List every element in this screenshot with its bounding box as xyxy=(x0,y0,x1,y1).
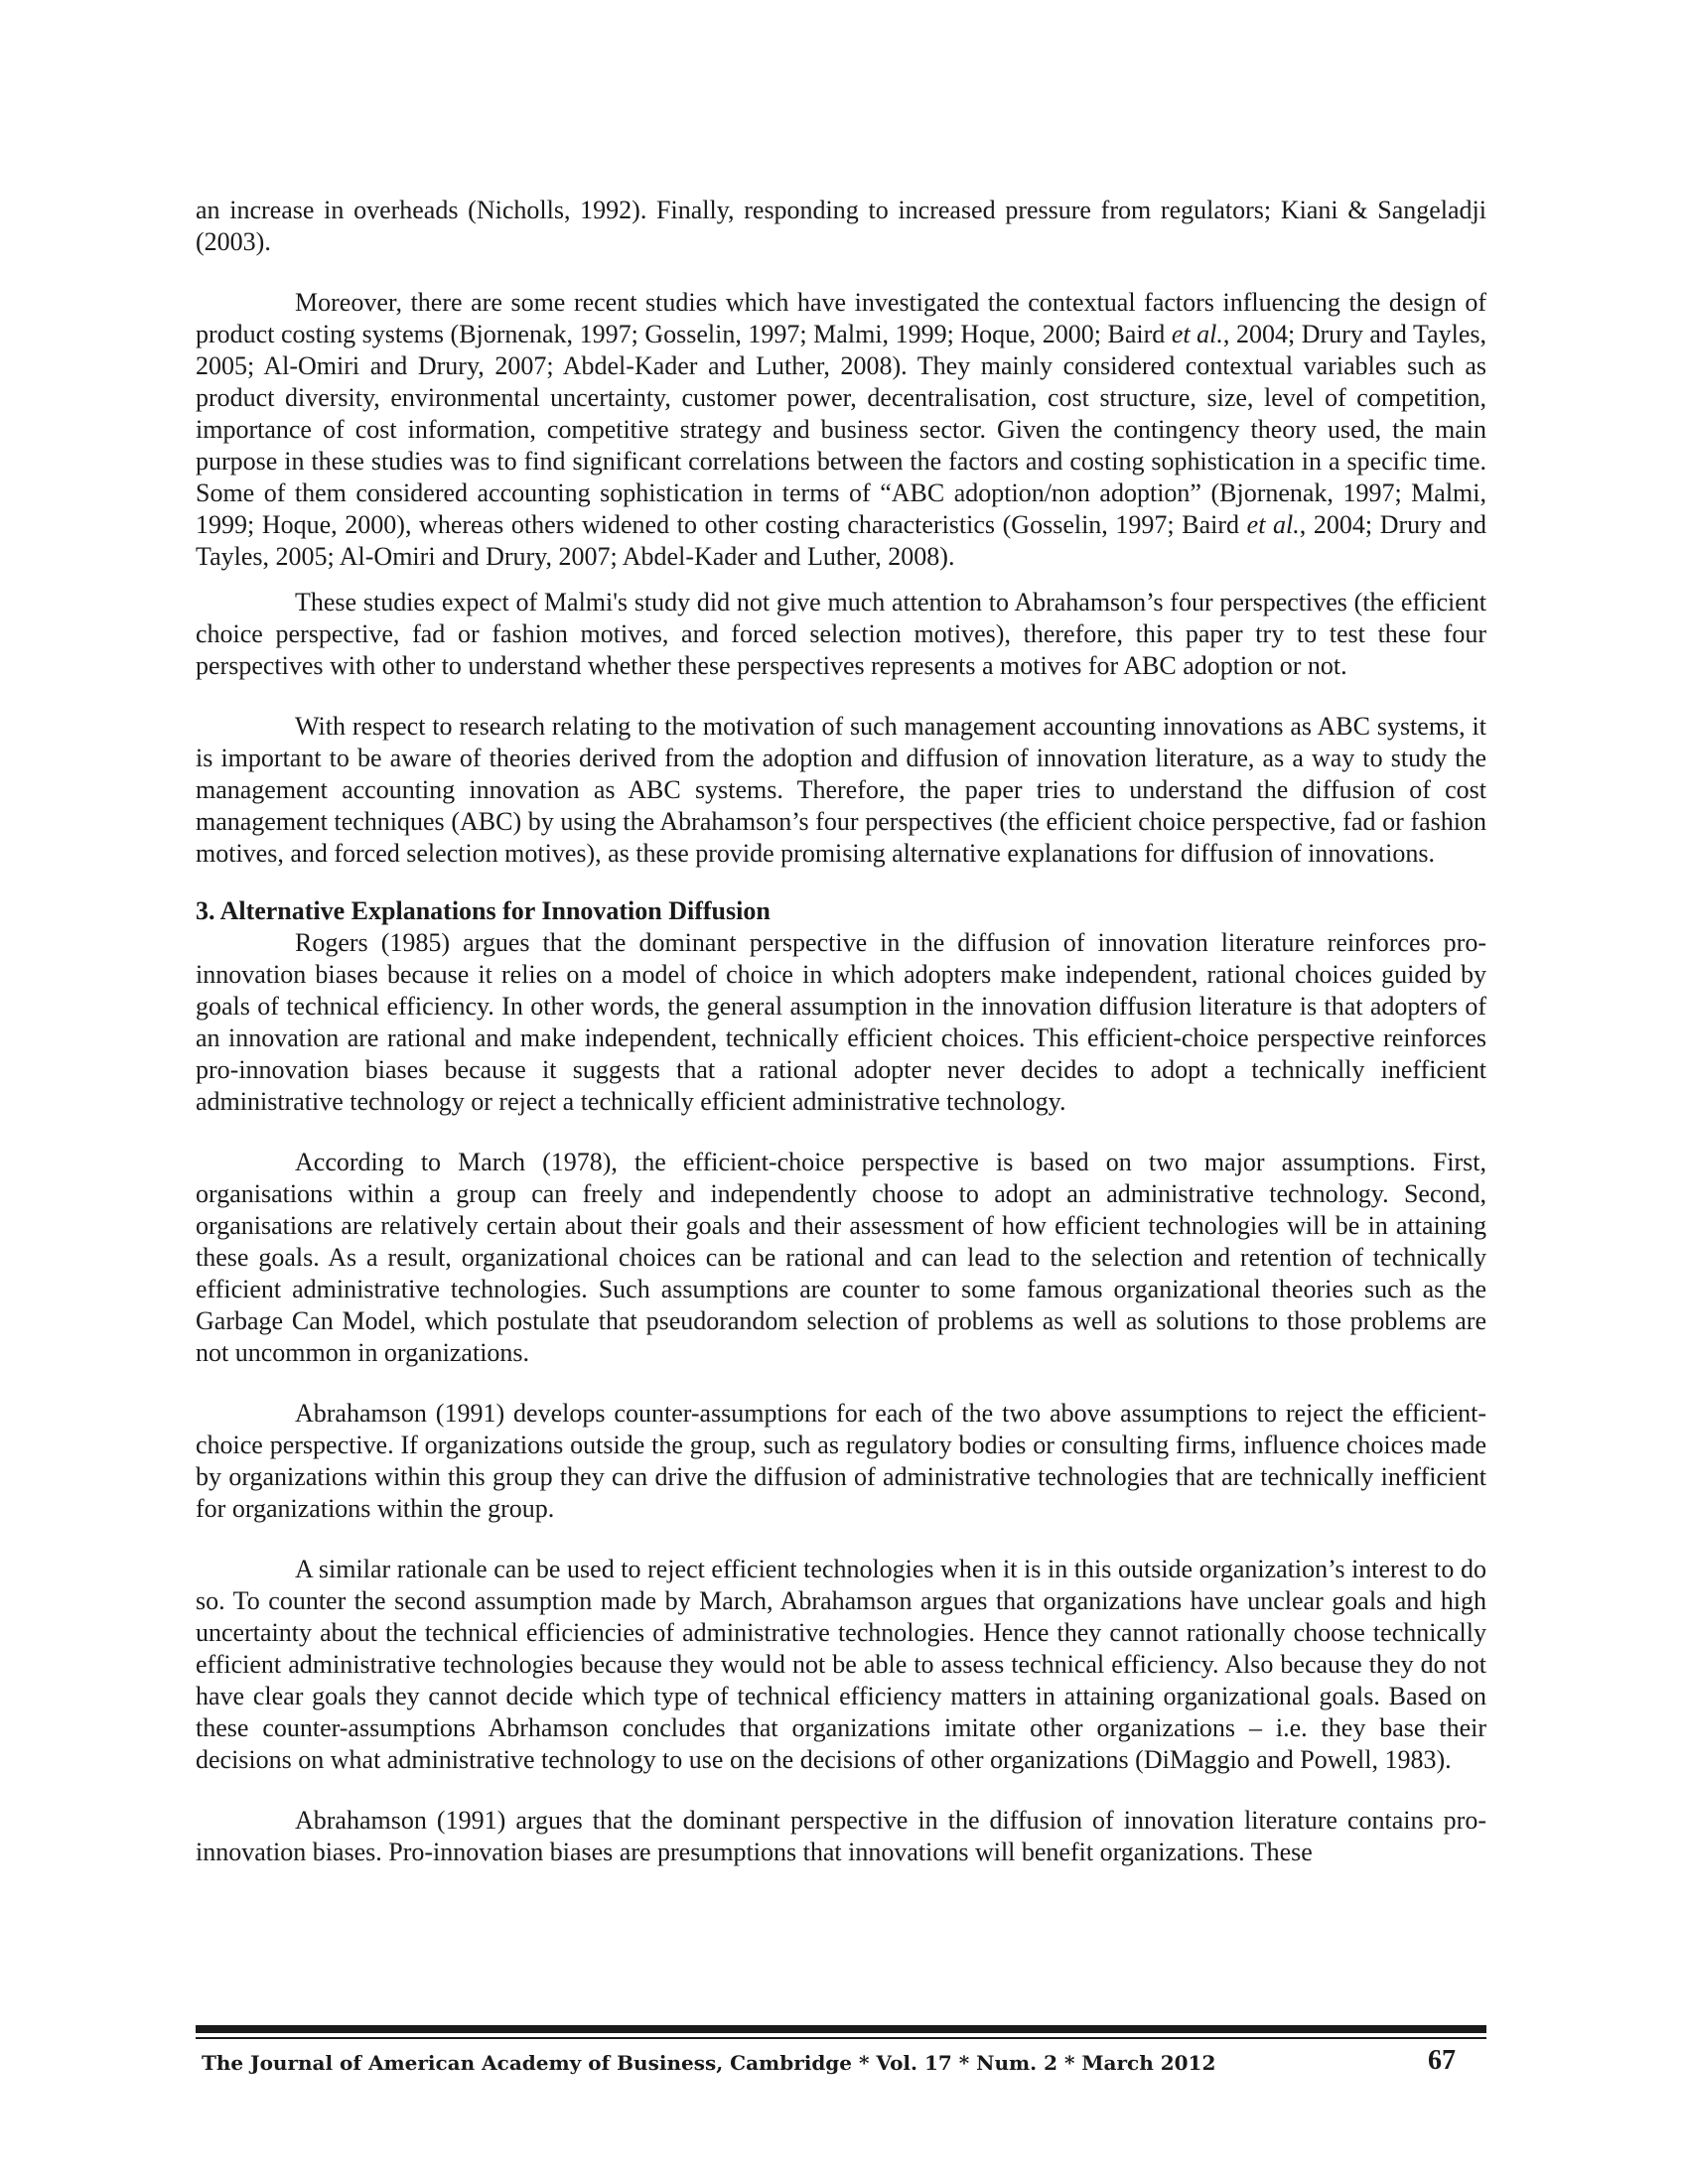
paragraph-3: These studies expect of Malmi's study did not give much attention to Abrahamson’s four perspectives (the efficient choice perspective, fad or fashion motives, and forced selection motives), therefore, this paper try to test these four perspectives with other to understand whether these perspectives represents a motives for ABC adoption or not. xyxy=(196,588,1486,680)
paragraph-4: With respect to research relating to the motivation of such management accounting innovations as ABC systems, it is important to be aware of theories derived from the adoption and diffusion of innovation literature, as a way to study the management accounting innovation as ABC systems. Therefore, the paper tries to understand the diffusion of cost management techniques (ABC) by using the Abrahamson’s four perspectives (the efficient choice perspective, fad or fashion motives, and forced selection motives), as these provide promising alternative explanations for diffusion of innovations. xyxy=(196,712,1486,868)
page-number: 67 xyxy=(1428,2045,1456,2076)
footer-rule-thin xyxy=(196,2037,1486,2039)
journal-footer: The Journal of American Academy of Business, Cambridge * Vol. 17 * Num. 2 * March 2012 xyxy=(202,2051,1216,2075)
footer-rule-thick xyxy=(196,2025,1486,2033)
paragraph-9: Abrahamson (1991) argues that the dominant perspective in the diffusion of innovation literature contains pro-innovation biases. Pro-innovation biases are presumptions that innovations will benefit organizations. These xyxy=(196,1806,1486,1866)
paragraph-8: A similar rationale can be used to reject efficient technologies when it is in this outside organization’s interest to do so. To counter the second assumption made by March, Abrahamson argues that organizations have unclear goals and high uncertainty about the technical efficiencies of administrative technologies. Hence they cannot rationally choose technically efficient administrative technologies because they would not be able to assess technical efficiency. Also because they do not have clear goals they cannot decide which type of technical efficiency matters in attaining organizational goals. Based on these counter-assumptions Abrhamson concludes that organizations imitate other organizations – i.e. they base their decisions on what administrative technology to use on the decisions of other organizations (DiMaggio and Powell, 1983). xyxy=(196,1555,1486,1774)
paragraph-1: an increase in overheads (Nicholls, 1992). Finally, responding to increased pressure from regulators; Kiani & Sangeladji (2003). xyxy=(196,196,1486,256)
paragraph-5: Rogers (1985) argues that the dominant perspective in the diffusion of innovation literature reinforces pro-innovation biases because it relies on a model of choice in which adopters make independent, rational choices guided by goals of technical efficiency. In other words, the general assumption in the innovation diffusion literature is that adopters of an innovation are rational and make independent, technically efficient choices. This efficient-choice perspective reinforces pro-innovation biases because it suggests that a rational adopter never decides to adopt a technically inefficient administrative technology or reject a technically efficient administrative technology. xyxy=(196,928,1486,1116)
page-body xyxy=(196,195,1486,1868)
paragraph-6: According to March (1978), the efficient-choice perspective is based on two major assumptions. First, organisations within a group can freely and independently choose to adopt an administrative technology. Second, organisations are relatively certain about their goals and their assessment of how efficient technologies will be in attaining these goals. As a result, organizational choices can be rational and can lead to the selection and retention of technically efficient administrative technologies. Such assumptions are counter to some famous organizational theories such as the Garbage Can Model, which postulate that pseudorandom selection of problems as well as solutions to those problems are not uncommon in organizations. xyxy=(196,1148,1486,1367)
paragraph-7: Abrahamson (1991) develops counter-assumptions for each of the two above assumptions to reject the efficient-choice perspective. If organizations outside the group, such as regulatory bodies or consulting firms, influence choices made by organizations within this group they can drive the diffusion of administrative technologies that are technically inefficient for organizations within the group. xyxy=(196,1399,1486,1523)
section-heading: 3. Alternative Explanations for Innovation Diffusion xyxy=(196,896,771,925)
paragraph-2: Moreover, there are some recent studies which have investigated the contextual factors influencing the design of product costing systems (Bjornenak, 1997; Gosselin, 1997; Malmi, 1999; Hoque, 2000; Baird et al., 2004; Drury and Tayles, 2005; Al-Omiri and Drury, 2007; Abdel-Kader and Luther, 2008). They mainly considered contextual variables such as product diversity, environmental uncertainty, customer power, decentralisation, cost structure, size, level of competition, importance of cost information, competitive strategy and business sector. Given the contingency theory used, the main purpose in these studies was to find significant correlations between the factors and costing sophistication in a specific time. Some of them considered accounting sophistication in terms of “ABC adoption/non adoption” (Bjornenak, 1997; Malmi, 1999; Hoque, 2000), whereas others widened to other costing characteristics (Gosselin, 1997; Baird et al., 2004; Drury and Tayles, 2005; Al-Omiri and Drury, 2007; Abdel-Kader and Luther, 2008). xyxy=(196,288,1486,571)
